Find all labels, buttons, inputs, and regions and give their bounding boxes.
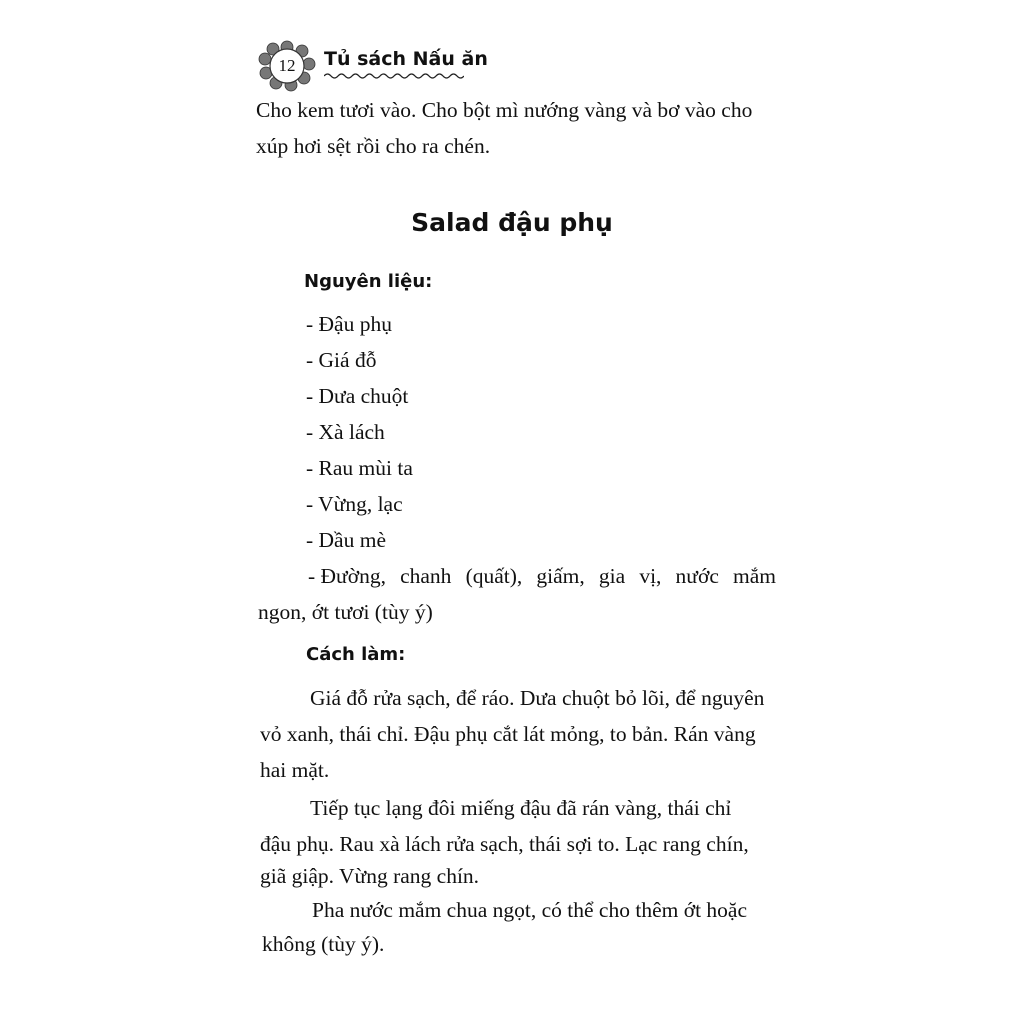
ingredient-word: vị, — [639, 564, 662, 588]
ingredient-item: - Xà lách — [306, 420, 385, 444]
ingredient-item: - Đậu phụ — [306, 312, 392, 336]
intro-line-2: xúp hơi sệt rồi cho ra chén. — [256, 134, 491, 158]
method-p1-line-2: vỏ xanh, thái chỉ. Đậu phụ cắt lát mỏng, to bản. Rán vàng — [260, 722, 756, 746]
ingredient-item: - Giá đỗ — [306, 348, 377, 372]
ingredients-heading: Nguyên liệu: — [304, 271, 433, 292]
method-p3-line-1: Pha nước mắm chua ngọt, có thể cho thêm ớt hoặc — [312, 898, 748, 922]
ingredient-word: nước — [675, 564, 719, 588]
ingredient-item-seasonings — [308, 558, 776, 594]
method-p1-line-3: hai mặt. — [260, 758, 330, 782]
ingredient-item: - Dưa chuột — [306, 384, 409, 408]
method-p2-line-1: Tiếp tục lạng đôi miếng đậu đã rán vàng, thái chỉ — [310, 796, 732, 820]
method-p2-line-2: đậu phụ. Rau xà lách rửa sạch, thái sợi to. Lạc rang chín, — [260, 832, 749, 856]
ingredient-item: - Vừng, lạc — [306, 492, 403, 516]
ingredient-word: giấm, — [536, 564, 585, 588]
ingredient-item: - Rau mùi ta — [306, 456, 413, 480]
ingredient-word: (quất), — [465, 564, 523, 588]
method-heading: Cách làm: — [306, 644, 406, 665]
ingredient-word: chanh — [400, 564, 452, 588]
ingredient-word: - Đường, — [308, 564, 386, 588]
page-number: 12 — [278, 56, 296, 75]
intro-line-1: Cho kem tươi vào. Cho bột mì nướng vàng và bơ vào cho — [256, 98, 753, 122]
method-p2-line-3: giã giập. Vừng rang chín. — [260, 864, 480, 888]
method-p1-line-1: Giá đỗ rửa sạch, để ráo. Dưa chuột bỏ lõi, để nguyên — [310, 686, 765, 710]
ingredient-word: mắm — [733, 564, 776, 588]
running-header — [258, 38, 488, 94]
recipe-title: Salad đậu phụ — [411, 208, 613, 237]
wavy-underline-icon — [324, 72, 464, 80]
page-number-badge — [258, 40, 316, 92]
ingredient-item-seasonings-cont: ngon, ớt tươi (tùy ý) — [258, 600, 433, 624]
ingredient-item: - Dầu mè — [306, 528, 386, 552]
series-title: Tủ sách Nấu ăn — [324, 48, 488, 70]
method-p3-line-2: không (tùy ý). — [262, 932, 385, 956]
series-label — [324, 48, 488, 80]
ingredient-word: gia — [598, 564, 626, 588]
